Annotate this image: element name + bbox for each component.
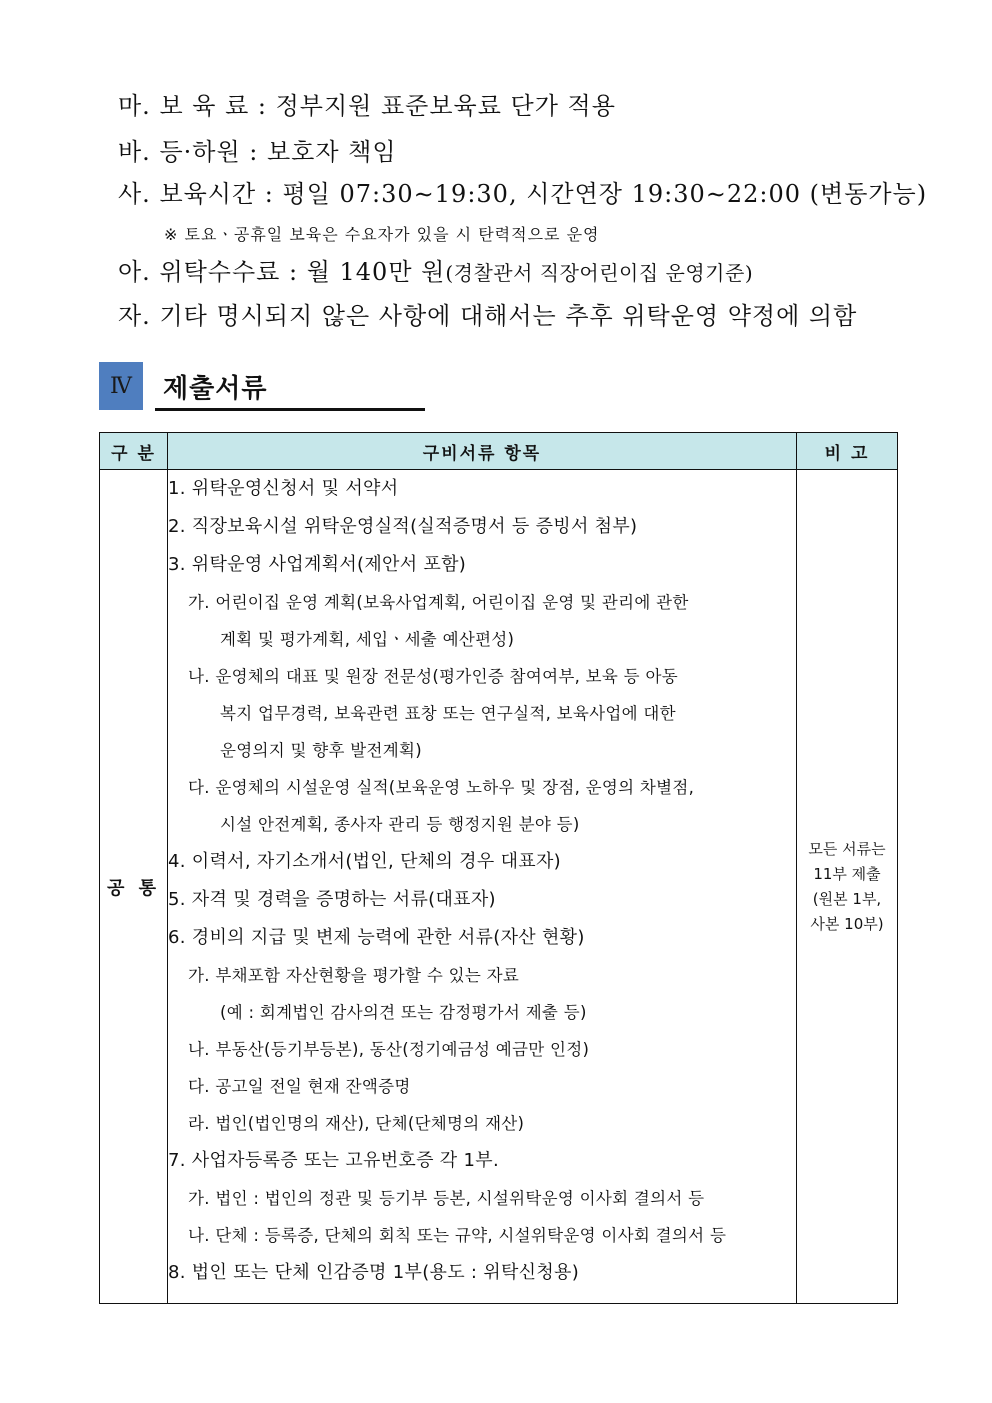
document-subitem: 나. 운영체의 대표 및 원장 전문성(평가인증 참여여부, 보육 등 아동 (188, 667, 678, 686)
commission-text: 아. 위탁수수료 : 월 140만 원 (118, 258, 446, 286)
condition-hours: 사. 보육시간 : 평일 07:30∼19:30, 시간연장 19:30∼22:00 (변동가능) (118, 180, 928, 208)
remark-line: 11부 제출 (813, 864, 881, 883)
document-item: 6. 경비의 지급 및 변제 능력에 관한 서류(자산 현황) (168, 927, 585, 948)
document-subitem: 나. 부동산(등기부등본), 동산(정기예금성 예금만 인정) (188, 1040, 590, 1059)
commission-note: (경찰관서 직장어린이집 운영기준) (445, 261, 754, 285)
document-subitem: 나. 단체 : 등록증, 단체의 회칙 또는 규약, 시설위탁운영 이사회 결의서 등 (188, 1226, 727, 1245)
document-subitem-continuation: 운영의지 및 향후 발전계획) (220, 741, 423, 760)
remark-line: 모든 서류는 (808, 839, 886, 858)
document-item: 7. 사업자등록증 또는 고유번호증 각 1부. (168, 1150, 499, 1171)
table-row (100, 470, 898, 1304)
section-heading (99, 362, 429, 414)
header-category: 구 분 (100, 433, 168, 470)
section-underline (155, 408, 425, 411)
document-subitem-continuation: 복지 업무경력, 보육관련 표창 또는 연구실적, 보육사업에 대한 (220, 704, 676, 723)
document-items-cell (168, 470, 797, 1304)
document-item: 2. 직장보육시설 위탁운영실적(실적증명서 등 증빙서 첨부) (168, 516, 638, 537)
document-subitem: 다. 공고일 전일 현재 잔액증명 (188, 1077, 411, 1096)
document-item: 1. 위탁운영신청서 및 서약서 (168, 478, 399, 499)
condition-other: 자. 기타 명시되지 않은 사항에 대해서는 추후 위탁운영 약정에 의함 (118, 302, 858, 330)
condition-fee: 마. 보 육 료 : 정부지원 표준보육료 단가 적용 (118, 92, 616, 120)
document-subitem: 라. 법인(법인명의 재산), 단체(단체명의 재산) (188, 1114, 525, 1133)
header-items: 구비서류 항목 (168, 433, 797, 470)
document-item: 8. 법인 또는 단체 인감증명 1부(용도 : 위탁신청용) (168, 1262, 580, 1283)
document-subitem-continuation: 시설 안전계획, 종사자 관리 등 행정지원 분야 등) (220, 815, 580, 834)
remark-line: (원본 1부, (812, 889, 882, 908)
document-item: 4. 이력서, 자기소개서(법인, 단체의 경우 대표자) (168, 851, 561, 872)
condition-commission (118, 258, 753, 287)
header-remark: 비 고 (797, 433, 898, 470)
document-subitem-continuation: 계획 및 평가계획, 세입ㆍ세출 예산편성) (220, 630, 515, 649)
document-item: 5. 자격 및 경력을 증명하는 서류(대표자) (168, 889, 496, 910)
category-cell: 공 통 (100, 470, 168, 1304)
document-subitem: 가. 부채포함 자산현황을 평가할 수 있는 자료 (188, 966, 520, 985)
document-subitem: 가. 법인 : 법인의 정관 및 등기부 등본, 시설위탁운영 이사회 결의서 등 (188, 1189, 705, 1208)
document-subitem: 다. 운영체의 시설운영 실적(보육운영 노하우 및 장점, 운영의 차별점, (188, 778, 695, 797)
table-header-row (100, 433, 898, 470)
condition-pickup: 바. 등·하원 : 보호자 책임 (118, 138, 397, 166)
remark-cell (797, 470, 898, 1304)
section-title: 제출서류 (163, 374, 268, 404)
documents-table (99, 432, 898, 1304)
remark-line: 사본 10부) (810, 914, 884, 933)
document-item: 3. 위탁운영 사업계획서(제안서 포함) (168, 554, 467, 575)
document-subitem: 가. 어린이집 운영 계획(보육사업계획, 어린이집 운영 및 관리에 관한 (188, 593, 689, 612)
section-number: Ⅳ (99, 362, 143, 410)
document-subitem-continuation: (예 : 회계법인 감사의견 또는 감정평가서 제출 등) (220, 1003, 587, 1022)
saturday-note: ※ 토요ㆍ공휴일 보육은 수요자가 있을 시 탄력적으로 운영 (164, 225, 600, 244)
